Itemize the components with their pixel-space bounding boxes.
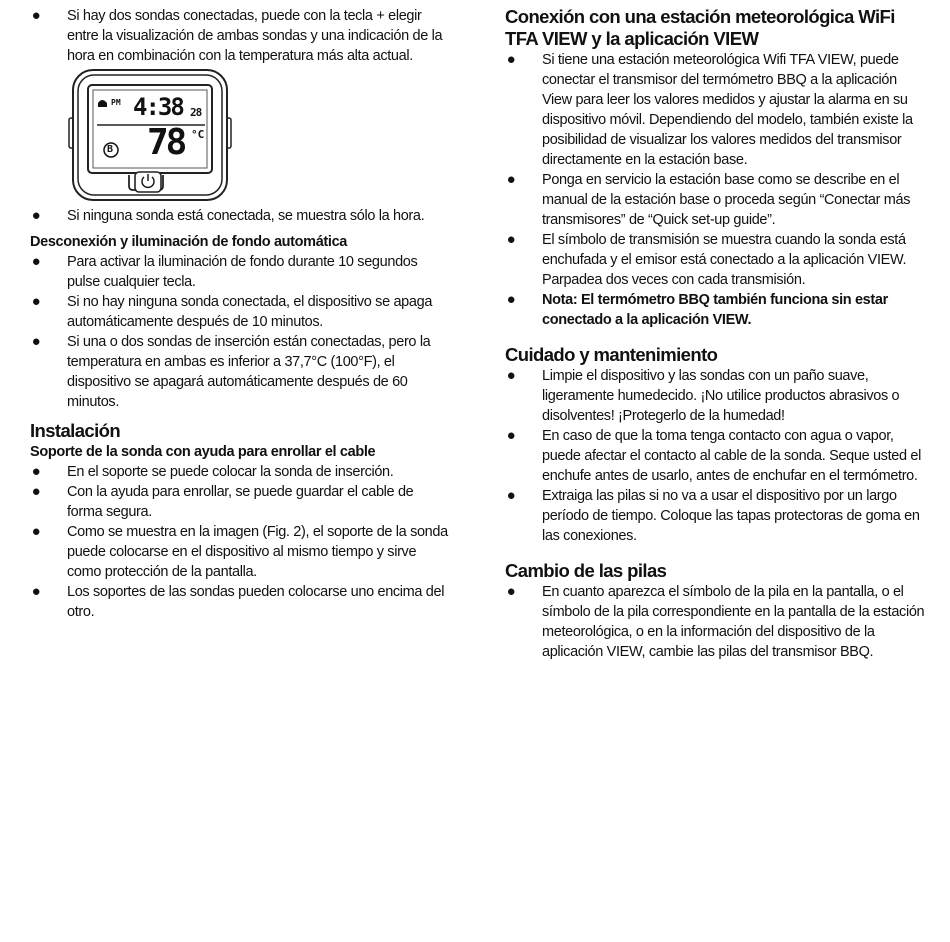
right-column <box>505 0 925 662</box>
auto-off-list <box>30 252 450 412</box>
seconds-display: 28 <box>190 106 202 119</box>
note-item: ● Nota: El termómetro BBQ también funciona sin estar conectado a la aplicación VIEW. <box>506 291 888 328</box>
temperature-display: 78 <box>147 122 185 163</box>
auto-off-heading: Desconexión y iluminación de fondo automática <box>30 234 347 250</box>
wifi-list <box>505 50 925 330</box>
care-list <box>505 366 925 546</box>
wifi-heading: Conexión con una estación meteorológica WiFi TFA VIEW y la aplicación VIEW <box>505 6 895 49</box>
no-probe-list <box>30 206 450 226</box>
list-item: ● Con la ayuda para enrollar, se puede guardar el cable de forma segura. <box>31 483 414 520</box>
list-item: ● Para activar la iluminación de fondo durante 10 segundos pulse cualquier tecla. <box>31 253 418 290</box>
list-item: ● Los soportes de las sondas pueden colocarse uno encima del otro. <box>31 583 445 620</box>
list-item: ● En cuanto aparezca el símbolo de la pila en la pantalla, o el símbolo de la pila correspondiente en la pantalla de la estación meteorológica, o en la información del dispositivo de la aplicación VIEW, cambie las pilas del transmisor BBQ. <box>506 583 925 660</box>
time-display: 4:38 <box>133 93 183 121</box>
list-item: ● Si tiene una estación meteorológica Wifi TFA VIEW, puede conectar el transmisor del termómetro BBQ a la aplicación View para leer los valores medidos y ajustar la alarma en su dispositivo móvil. Dependiendo del modelo, también existe la posibilidad de visualizar los valores medidos del transmisor directamente en la estación base. <box>506 51 913 168</box>
list-item: ● Si no hay ninguna sonda conectada, el dispositivo se apaga automáticamente después de 10 minutos. <box>31 293 433 330</box>
battery-heading: Cambio de las pilas <box>505 560 667 581</box>
list-item: ● Limpie el dispositivo y las sondas con un paño suave, ligeramente humedecido. ¡No utilice productos abrasivos o disolventes! ¡Protegerlo de la humedad! <box>506 367 900 424</box>
pm-indicator: PM <box>111 98 121 107</box>
list-item: ● Como se muestra en la imagen (Fig. 2), el soporte de la sonda puede colocarse en el dispositivo al mismo tiempo y sirve como protección de la pantalla. <box>31 523 448 580</box>
temperature-unit: °C <box>191 128 205 141</box>
list-item: ● Ponga en servicio la estación base como se describe en el manual de la estación base o proceda según “Conectar más transmisores” de “Quick set-up guide”. <box>506 171 911 228</box>
holder-list <box>30 462 450 622</box>
list-item: ● Extraiga las pilas si no va a usar el dispositivo por un largo período de tiempo. Coloque las tapas protectoras de goma en las conexiones. <box>506 487 920 544</box>
care-heading: Cuidado y mantenimiento <box>505 344 718 365</box>
install-heading: Instalación <box>30 420 121 441</box>
list-item: ● En el soporte se puede colocar la sonda de inserción. <box>31 463 394 480</box>
list-item: ● Si una o dos sondas de inserción están conectadas, pero la temperatura en ambas es inferior a 37,7°C (100°F), el dispositivo se apagará automáticamente después de 60 minutos. <box>31 333 431 410</box>
left-column <box>30 0 450 622</box>
battery-list <box>505 582 925 662</box>
intro-list <box>30 6 450 66</box>
thermometer-illustration <box>67 68 233 204</box>
list-item: ● En caso de que la toma tenga contacto con agua o vapor, puede afectar el contacto al cable de la sonda. Seque usted el enchufe antes de usarlo, antes de enchufar en el termómetro. <box>506 427 921 484</box>
probe-indicator: B <box>107 144 114 155</box>
holder-heading: Soporte de la sonda con ayuda para enrollar el cable <box>30 444 376 460</box>
list-item: ● Si hay dos sondas conectadas, puede con la tecla + elegir entre la visualización de ambas sondas y una indicación de la hora en combinación con la temperatura más alta actual. <box>31 7 443 64</box>
list-item: ● El símbolo de transmisión se muestra cuando la sonda está enchufada y el emisor está conectado a la aplicación VIEW. Parpadea dos veces con cada transmisión. <box>506 231 907 288</box>
list-item: ● Si ninguna sonda está conectada, se muestra sólo la hora. <box>31 207 425 224</box>
